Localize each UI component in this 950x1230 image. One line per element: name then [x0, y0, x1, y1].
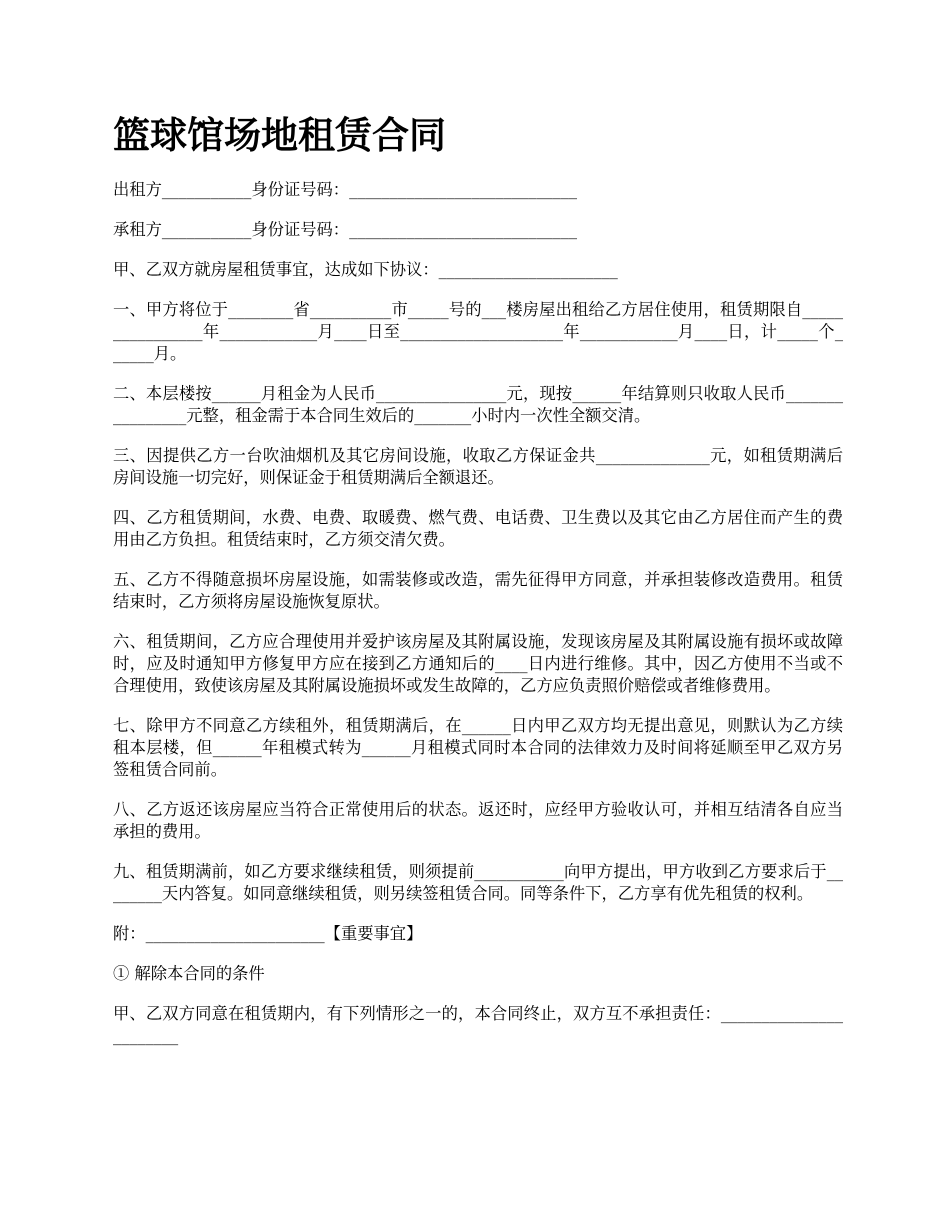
document-body [113, 179, 843, 1065]
lessor-line: 出租方___________身份证号码：____________________________ [113, 180, 578, 199]
clause-1: 一、甲方将位于________省__________市_____号的___楼房屋出租给乙方居住使用，租赁期限自________________年____________月____日至____________________年____________月____日，计_____个______月。 [113, 300, 843, 363]
clause-4: 四、乙方租赁期间，水费、电费、取暖费、燃气费、电话费、卫生费以及其它由乙方居住而产生的费用由乙方负担。租赁结束时，乙方须交清欠费。 [113, 508, 843, 549]
lessee-line: 承租方___________身份证号码：____________________________ [113, 220, 578, 239]
document-title: 篮球馆场地租赁合同 [113, 114, 446, 157]
clause-9: 九、租赁期满前，如乙方要求继续租赁，则须提前___________向甲方提出，甲方收到乙方要求后于________天内答复。如同意继续租赁，则另续签租赁合同。同等条件下，乙方享有优先租赁的权利。 [113, 862, 843, 903]
termination-conditions: 甲、乙双方同意在租赁期内，有下列情形之一的，本合同终止，双方互不承担责任：_______________________ [113, 1004, 843, 1045]
appendix-line: 附：______________________【重要事宜】 [113, 924, 423, 943]
termination-heading: ① 解除本合同的条件 [113, 964, 265, 983]
clause-2: 二、本层楼按______月租金为人民币________________元，现按______年结算则只收取人民币________________元整，租金需于本合同生效后的_______小时内一次性全额交清。 [113, 384, 843, 425]
clause-3: 三、因提供乙方一台吹油烟机及其它房间设施，收取乙方保证金共______________元，如租赁期满后房间设施一切完好，则保证金于租赁期满后全额退还。 [113, 446, 843, 487]
clause-8: 八、乙方返还该房屋应当符合正常使用后的状态。返还时，应经甲方验收认可，并相互结清各自应当承担的费用。 [113, 800, 843, 841]
agreement-intro: 甲、乙双方就房屋租赁事宜，达成如下协议：______________________ [113, 260, 618, 279]
clause-5: 五、乙方不得随意损坏房屋设施，如需装修或改造，需先征得甲方同意，并承担装修改造费用。租赁结束时，乙方须将房屋设施恢复原状。 [113, 570, 843, 611]
clause-6: 六、租赁期间，乙方应合理使用并爱护该房屋及其附属设施，发现该房屋及其附属设施有损坏或故障时，应及时通知甲方修复甲方应在接到乙方通知后的____日内进行维修。其中，因乙方使用不当或不合理使用，致使该房屋及其附属设施损坏或发生故障的，乙方应负责照价赔偿或者维修费用。 [113, 632, 843, 695]
clause-7: 七、除甲方不同意乙方续租外，租赁期满后，在______日内甲乙双方均无提出意见，则默认为乙方续租本层楼，但______年租模式转为______月租模式同时本合同的法律效力及时间将延顺至甲乙双方另签租赁合同前。 [113, 716, 843, 779]
